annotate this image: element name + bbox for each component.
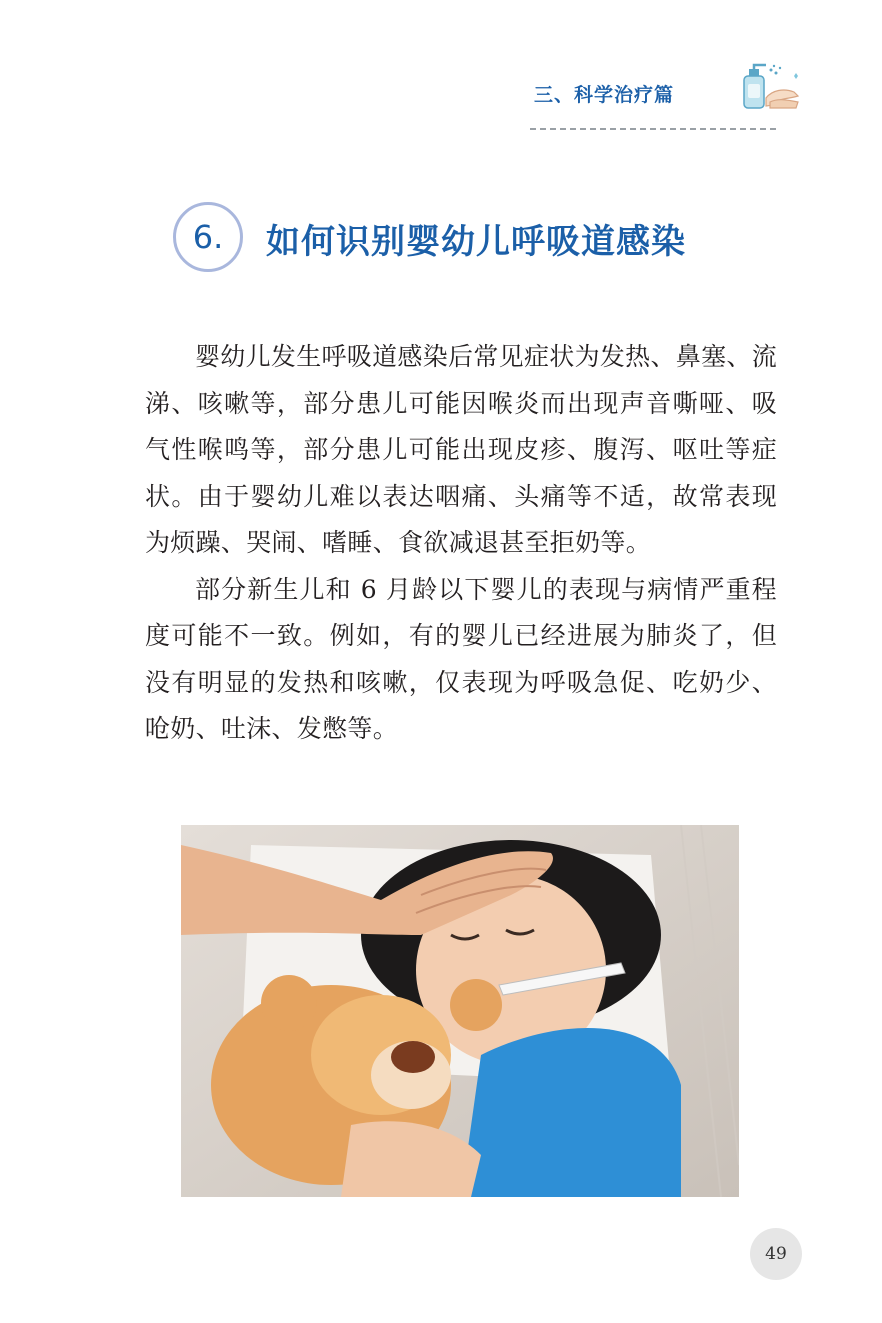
sick-child-with-thermometer-photo <box>181 825 739 1197</box>
question-number-badge: 6. <box>173 202 243 272</box>
question-title: 如何识别婴幼儿呼吸道感染 <box>266 222 686 262</box>
page-number: 49 <box>750 1228 802 1280</box>
paragraph-2: 部分新生儿和 6 月龄以下婴儿的表现与病情严重程度可能不一致。例如，有的婴儿已经进展为肺炎了，但没有明显的发热和咳嗽，仅表现为呼吸急促、吃奶少、呛奶、吐沫、发憋等。 <box>145 574 777 743</box>
header-dashed-rule <box>530 128 776 130</box>
paragraph-1: 婴幼儿发生呼吸道感染后常见症状为发热、鼻塞、流涕、咳嗽等，部分患儿可能因喉炎而出现声音嘶哑、吸气性喉鸣等，部分患儿可能出现皮疹、腹泻、呕吐等症状。由于婴幼儿难以表达咽痛、头痛等不适，故常表现为烦躁、哭闹、嗜睡、食欲减退甚至拒奶等。 <box>145 342 777 557</box>
body-text <box>145 334 777 753</box>
running-header <box>530 62 800 132</box>
sanitizer-hands-icon <box>736 62 802 112</box>
section-title: 三、科学治疗篇 <box>534 84 675 106</box>
